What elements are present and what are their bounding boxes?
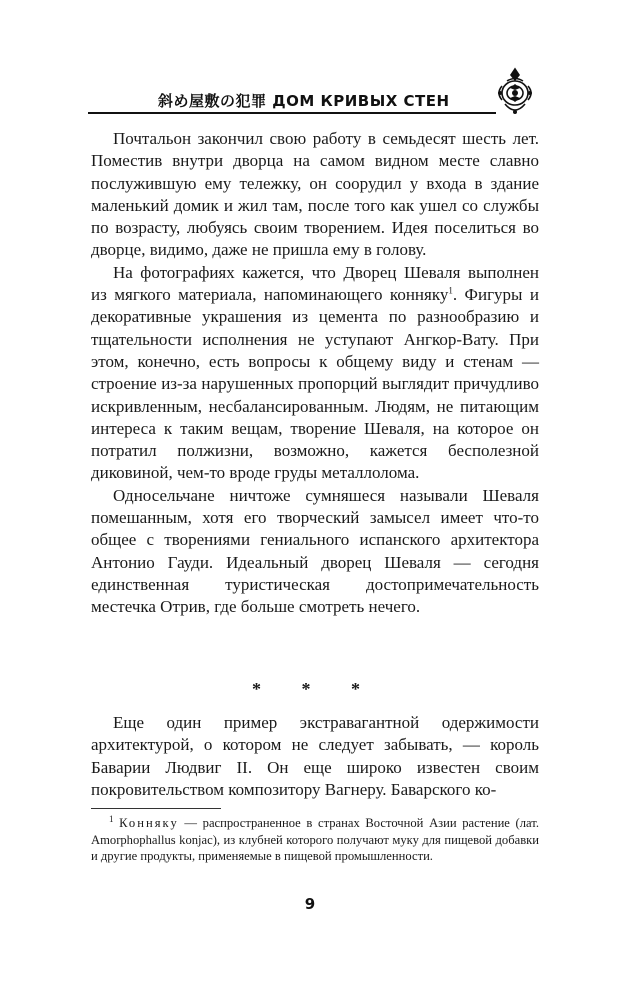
crest-ornament-icon [492, 66, 538, 118]
footnote-paragraph [91, 815, 539, 865]
paragraph: Почтальон закончил свою работу в семьдесят шесть лет. Поместив внутри дворца на самом видном месте славно послужившую ему тележку, он соорудил у входа в здание маленький домик и жил там, после того как ушел со службы по возрасту, любуясь своим творением. Идея поселиться во дворце, видимо, даже не пришла ему в голову. [91, 129, 539, 260]
footnote-rule [91, 808, 221, 809]
paragraph-text: . Фигуры и декоративные украшения из цемента по разнообразию и тщательности исполнения не уступают Ангкор-Вату. При этом, конечно, есть вопросы к общему виду и стенам — строение из-за нарушенных пропорций выглядит причудливо искривленным, несбалансированным. Людям, не питающим интереса к таким вещам, творение Шеваля, на которое он потратил полжизни, возможно, кажется бесполезной диковиной, чем-то вроде груды металлолома. [91, 285, 539, 483]
paragraph: Односельчане ничтоже сумняшеся называли Шеваля помешанным, хотя его творческий замысел имеет что-то общее с творениями гениального испанского архитектора Антонио Гауди. Идеальный дворец Шеваля — сегодня единственная туристическая достопримечательность местечка Отрив, где больше смотреть нечего. [91, 485, 539, 617]
footnote-term: Конняку [119, 816, 179, 830]
footnote-text: — распространенное в странах Восточной Азии растение (лат. Amorphophallus konjac), из клубней которого получают муку для пищевой добавки и другие продукты, применяемые в пищевой промышленности. [91, 816, 539, 863]
footnote-mark: 1 [109, 813, 114, 824]
paragraph: Еще один пример экстравагантной одержимости архитектурой, о котором не следует забывать, — король Баварии Людвиг II. Он еще широко известен своим покровительством композитору Вагнеру. Баварского ко- [91, 713, 539, 799]
header-rule [88, 112, 496, 114]
running-header [88, 62, 538, 118]
footnote [91, 815, 539, 865]
page-number: 9 [304, 895, 316, 913]
main-text [91, 128, 539, 619]
footnote-reference: 1 [448, 285, 453, 296]
section-separator: * * * [252, 679, 378, 699]
main-text-continued [91, 712, 539, 801]
running-header-title: 斜め屋敷の犯罪 ДОМ КРИВЫХ СТЕН [158, 92, 450, 110]
paragraph [91, 262, 539, 485]
paragraph-text: На фотографиях кажется, что Дворец Шеваля выполнен из мягкого материала, напоминающего конняку [91, 262, 539, 305]
